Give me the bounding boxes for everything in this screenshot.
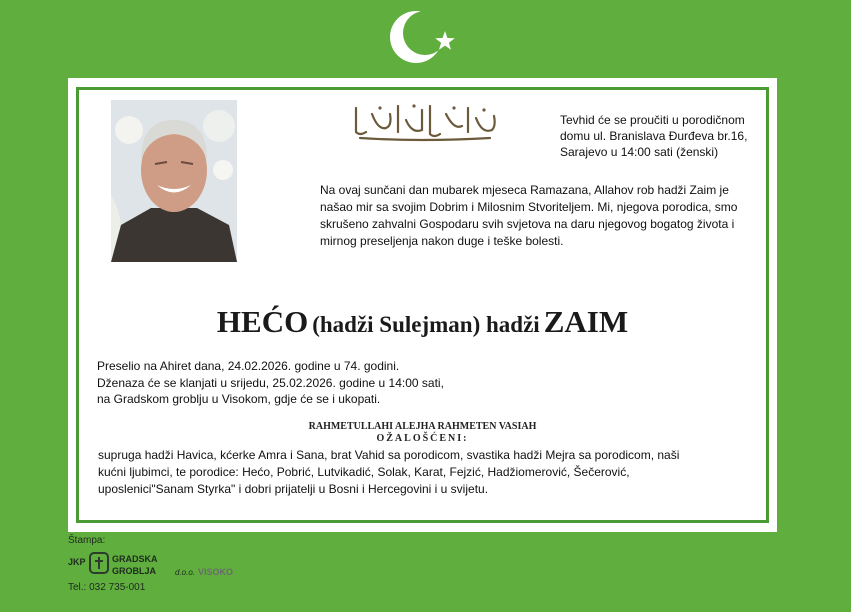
surname: HEĆO <box>216 304 309 339</box>
jkp-label: JKP <box>68 557 86 567</box>
cemetery-logo-icon <box>88 551 110 575</box>
funeral-details <box>97 358 537 408</box>
company-name <box>112 553 158 577</box>
tevhid-line: domu ul. Branislava Đurđeva br.16, <box>560 129 748 143</box>
mourners-title: OŽALOŠĆENI: <box>376 433 469 444</box>
crescent-star-icon <box>388 6 458 68</box>
obituary-card <box>68 78 777 532</box>
intro-paragraph <box>320 182 760 250</box>
company-line: GROBLJA <box>112 566 157 576</box>
mourners-line: kućni ljubimci, te porodice: Hećo, Pobrić, Lutvikadić, Solak, Karat, Fejzić, Hadžiomerović, Šečerović, <box>98 465 630 479</box>
details-line: Dženaza će se klanjati u srijedu, 25.02.2026. godine u 14:00 sati, <box>97 375 444 390</box>
first-name: ZAIM <box>543 304 629 339</box>
deceased-name <box>68 304 777 340</box>
mourners-line: uposlenici"Sanam Styrka" i dobri prijatelji u Bosni i Hercegovini i u svijetu. <box>98 482 489 496</box>
printer-footer <box>68 535 288 605</box>
print-label: Štampa: <box>68 535 106 546</box>
mourners-list <box>98 447 729 498</box>
middle-name: (hadži Sulejman) hadži <box>312 312 540 337</box>
mourners-line: supruga hadži Havica, kćerke Amra i Sana, brat Vahid sa porodicom, svastika hadži Mejra sa porodicom, naši <box>98 448 680 462</box>
details-line: na Gradskom groblju u Visokom, gdje će se i ukopati. <box>97 392 381 406</box>
tevhid-line: Tevhid će se proučiti u porodičnom <box>560 113 745 127</box>
company-line: GRADSKA <box>112 554 158 564</box>
company-city: VISOKO <box>198 567 234 577</box>
crescent-star-emblem <box>388 6 458 68</box>
tevhid-line: Sarajevo u 14:00 sati (ženski) <box>560 145 719 159</box>
intro-line: mirnog preseljenja nakon duge i teške bolesti. <box>320 234 564 248</box>
tevhid-notice <box>560 112 770 160</box>
intro-line: Na ovaj sunčani dan mubarek mjeseca Ramazana, Allahov rob hadži Zaim je <box>320 183 729 197</box>
phone-number: Tel.: 032 735-001 <box>68 582 146 593</box>
portrait-photo <box>111 100 237 262</box>
arabic-calligraphy <box>350 100 500 142</box>
rahmet-prayer: RAHMETULLAHI ALEJHA RAHMETEN VASIAH <box>308 421 537 432</box>
details-line: Preselio na Ahiret dana, 24.02.2026. godine u 74. godini. <box>97 359 400 373</box>
company-form: d.o.o. <box>175 568 196 577</box>
intro-line: našao mir sa svojim Dobrim i Milosnim Stvoriteljem. Mi, njegova porodica, smo <box>320 200 738 214</box>
intro-line: skrušeno zahvalni Gospodaru svih svjetova na daru njegovog bogatog života i <box>320 217 735 231</box>
